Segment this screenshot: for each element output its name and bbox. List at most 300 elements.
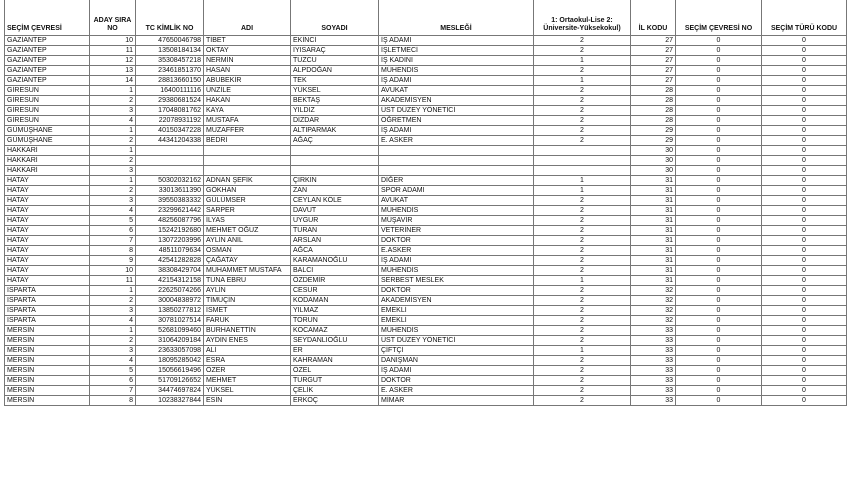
cell-aday-sira-no[interactable]: 2 — [90, 156, 136, 166]
cell-secim-turu-kodu[interactable]: 0 — [762, 276, 847, 286]
cell-aday-sira-no[interactable]: 2 — [90, 96, 136, 106]
cell-egitim[interactable]: 1 — [534, 186, 631, 196]
table-row[interactable] — [5, 296, 847, 306]
header-adi[interactable]: ADI — [204, 0, 291, 36]
cell-adi[interactable] — [204, 166, 291, 176]
cell-secim-cevresi-no[interactable]: 0 — [676, 226, 762, 236]
cell-secim-cevresi[interactable]: HATAY — [5, 256, 90, 266]
cell-secim-cevresi[interactable]: MERSİN — [5, 396, 90, 406]
cell-egitim[interactable]: 2 — [534, 316, 631, 326]
table-row[interactable] — [5, 306, 847, 316]
cell-secim-turu-kodu[interactable]: 0 — [762, 356, 847, 366]
cell-secim-cevresi-no[interactable]: 0 — [676, 56, 762, 66]
cell-adi[interactable]: ÇAĞATAY — [204, 256, 291, 266]
cell-secim-cevresi[interactable]: MERSİN — [5, 326, 90, 336]
cell-tc-kimlik-no[interactable]: 13850277812 — [136, 306, 204, 316]
cell-adi[interactable]: BURHANETTİN — [204, 326, 291, 336]
cell-meslegi[interactable]: MÜŞAVİR — [379, 216, 534, 226]
cell-egitim[interactable]: 2 — [534, 396, 631, 406]
cell-secim-cevresi-no[interactable]: 0 — [676, 66, 762, 76]
cell-secim-turu-kodu[interactable]: 0 — [762, 296, 847, 306]
cell-aday-sira-no[interactable]: 2 — [90, 186, 136, 196]
cell-aday-sira-no[interactable]: 3 — [90, 166, 136, 176]
cell-secim-cevresi-no[interactable]: 0 — [676, 146, 762, 156]
cell-secim-cevresi[interactable]: ISPARTA — [5, 286, 90, 296]
cell-soyadi[interactable]: ZAN — [291, 186, 379, 196]
cell-il-kodu[interactable]: 33 — [631, 376, 676, 386]
cell-tc-kimlik-no[interactable]: 13508184134 — [136, 46, 204, 56]
table-row[interactable] — [5, 66, 847, 76]
cell-il-kodu[interactable]: 31 — [631, 196, 676, 206]
cell-secim-cevresi[interactable]: HAKKARİ — [5, 146, 90, 156]
cell-il-kodu[interactable]: 31 — [631, 266, 676, 276]
cell-aday-sira-no[interactable]: 5 — [90, 216, 136, 226]
cell-aday-sira-no[interactable]: 3 — [90, 106, 136, 116]
cell-tc-kimlik-no[interactable]: 15056619496 — [136, 366, 204, 376]
cell-secim-cevresi[interactable]: GÜMÜŞHANE — [5, 126, 90, 136]
cell-meslegi[interactable]: E. ASKER — [379, 386, 534, 396]
table-row[interactable] — [5, 186, 847, 196]
cell-soyadi[interactable]: EKİNCİ — [291, 36, 379, 46]
cell-egitim[interactable]: 2 — [534, 376, 631, 386]
cell-secim-cevresi-no[interactable]: 0 — [676, 206, 762, 216]
cell-tc-kimlik-no[interactable] — [136, 166, 204, 176]
table-row[interactable] — [5, 336, 847, 346]
cell-tc-kimlik-no[interactable]: 51709126652 — [136, 376, 204, 386]
cell-egitim[interactable]: 1 — [534, 56, 631, 66]
cell-il-kodu[interactable]: 31 — [631, 176, 676, 186]
cell-secim-cevresi[interactable]: GİRESUN — [5, 86, 90, 96]
cell-adi[interactable]: OKTAY — [204, 46, 291, 56]
cell-secim-turu-kodu[interactable]: 0 — [762, 366, 847, 376]
cell-secim-turu-kodu[interactable]: 0 — [762, 36, 847, 46]
cell-aday-sira-no[interactable]: 10 — [90, 36, 136, 46]
header-secim-turu-kodu[interactable]: SEÇİM TÜRÜ KODU — [762, 0, 847, 36]
cell-secim-turu-kodu[interactable]: 0 — [762, 236, 847, 246]
cell-il-kodu[interactable]: 29 — [631, 126, 676, 136]
cell-il-kodu[interactable]: 31 — [631, 276, 676, 286]
cell-il-kodu[interactable]: 31 — [631, 186, 676, 196]
cell-il-kodu[interactable]: 28 — [631, 86, 676, 96]
cell-egitim[interactable]: 2 — [534, 66, 631, 76]
cell-aday-sira-no[interactable]: 2 — [90, 136, 136, 146]
cell-secim-turu-kodu[interactable]: 0 — [762, 116, 847, 126]
cell-tc-kimlik-no[interactable]: 30004838972 — [136, 296, 204, 306]
cell-meslegi[interactable]: MİMAR — [379, 396, 534, 406]
cell-soyadi[interactable]: KAHRAMAN — [291, 356, 379, 366]
cell-meslegi[interactable] — [379, 146, 534, 156]
cell-il-kodu[interactable]: 33 — [631, 366, 676, 376]
cell-egitim[interactable]: 2 — [534, 136, 631, 146]
cell-secim-cevresi[interactable]: HATAY — [5, 176, 90, 186]
cell-tc-kimlik-no[interactable]: 29380681524 — [136, 96, 204, 106]
cell-secim-cevresi-no[interactable]: 0 — [676, 276, 762, 286]
cell-tc-kimlik-no[interactable]: 48256087796 — [136, 216, 204, 226]
cell-adi[interactable]: HAKAN — [204, 96, 291, 106]
cell-secim-turu-kodu[interactable]: 0 — [762, 386, 847, 396]
cell-egitim[interactable] — [534, 146, 631, 156]
cell-adi[interactable] — [204, 156, 291, 166]
cell-aday-sira-no[interactable]: 1 — [90, 86, 136, 96]
table-row[interactable] — [5, 96, 847, 106]
cell-tc-kimlik-no[interactable]: 18095285042 — [136, 356, 204, 366]
cell-soyadi[interactable]: ÖZDEMİR — [291, 276, 379, 286]
cell-secim-cevresi-no[interactable]: 0 — [676, 316, 762, 326]
cell-aday-sira-no[interactable]: 1 — [90, 146, 136, 156]
header-secim-cevresi-no[interactable]: SEÇİM ÇEVRESİ NO — [676, 0, 762, 36]
table-row[interactable] — [5, 266, 847, 276]
cell-il-kodu[interactable]: 27 — [631, 56, 676, 66]
header-il-kodu[interactable]: İL KODU — [631, 0, 676, 36]
table-row[interactable] — [5, 136, 847, 146]
table-row[interactable] — [5, 146, 847, 156]
cell-secim-cevresi[interactable]: HATAY — [5, 216, 90, 226]
cell-tc-kimlik-no[interactable]: 23633057098 — [136, 346, 204, 356]
cell-aday-sira-no[interactable]: 8 — [90, 396, 136, 406]
cell-secim-cevresi-no[interactable]: 0 — [676, 196, 762, 206]
cell-tc-kimlik-no[interactable]: 50302032162 — [136, 176, 204, 186]
cell-soyadi[interactable] — [291, 156, 379, 166]
cell-secim-cevresi[interactable]: HATAY — [5, 206, 90, 216]
cell-egitim[interactable] — [534, 166, 631, 176]
cell-secim-turu-kodu[interactable]: 0 — [762, 176, 847, 186]
cell-il-kodu[interactable]: 32 — [631, 296, 676, 306]
cell-adi[interactable]: BEDRİ — [204, 136, 291, 146]
cell-secim-cevresi[interactable]: HATAY — [5, 186, 90, 196]
cell-meslegi[interactable] — [379, 166, 534, 176]
table-row[interactable] — [5, 166, 847, 176]
cell-soyadi[interactable]: ÇIRKIN — [291, 176, 379, 186]
cell-egitim[interactable]: 2 — [534, 96, 631, 106]
cell-secim-turu-kodu[interactable]: 0 — [762, 126, 847, 136]
cell-secim-turu-kodu[interactable]: 0 — [762, 256, 847, 266]
cell-adi[interactable]: FARUK — [204, 316, 291, 326]
cell-secim-cevresi-no[interactable]: 0 — [676, 46, 762, 56]
cell-adi[interactable]: MUZAFFER — [204, 126, 291, 136]
cell-adi[interactable]: MEHMET OĞUZ — [204, 226, 291, 236]
cell-aday-sira-no[interactable]: 4 — [90, 116, 136, 126]
cell-soyadi[interactable]: IYISARAÇ — [291, 46, 379, 56]
table-row[interactable] — [5, 316, 847, 326]
cell-tc-kimlik-no[interactable]: 23299621442 — [136, 206, 204, 216]
table-row[interactable] — [5, 176, 847, 186]
cell-il-kodu[interactable]: 33 — [631, 346, 676, 356]
table-row[interactable] — [5, 396, 847, 406]
table-row[interactable] — [5, 236, 847, 246]
cell-secim-turu-kodu[interactable]: 0 — [762, 66, 847, 76]
table-row[interactable] — [5, 276, 847, 286]
cell-adi[interactable]: TUNA EBRU — [204, 276, 291, 286]
cell-secim-cevresi[interactable]: MERSİN — [5, 356, 90, 366]
cell-aday-sira-no[interactable]: 13 — [90, 66, 136, 76]
cell-egitim[interactable]: 2 — [534, 236, 631, 246]
cell-secim-cevresi[interactable]: GÜMÜŞHANE — [5, 136, 90, 146]
cell-aday-sira-no[interactable]: 11 — [90, 276, 136, 286]
cell-secim-cevresi-no[interactable]: 0 — [676, 256, 762, 266]
cell-adi[interactable]: ÜNZİLE — [204, 86, 291, 96]
cell-egitim[interactable]: 2 — [534, 86, 631, 96]
cell-adi[interactable]: NERMİN — [204, 56, 291, 66]
cell-egitim[interactable]: 2 — [534, 306, 631, 316]
cell-soyadi[interactable]: ARSLAN — [291, 236, 379, 246]
cell-secim-cevresi-no[interactable]: 0 — [676, 216, 762, 226]
cell-secim-cevresi[interactable]: HATAY — [5, 196, 90, 206]
cell-adi[interactable]: GÖKHAN — [204, 186, 291, 196]
cell-tc-kimlik-no[interactable]: 10238327844 — [136, 396, 204, 406]
cell-secim-cevresi[interactable]: ISPARTA — [5, 296, 90, 306]
cell-meslegi[interactable]: MÜHENDİS — [379, 66, 534, 76]
cell-il-kodu[interactable]: 31 — [631, 216, 676, 226]
cell-il-kodu[interactable]: 33 — [631, 326, 676, 336]
header-tc-kimlik-no[interactable]: TC KİMLİK NO — [136, 0, 204, 36]
cell-secim-cevresi-no[interactable]: 0 — [676, 106, 762, 116]
cell-adi[interactable] — [204, 146, 291, 156]
cell-tc-kimlik-no[interactable]: 35308457218 — [136, 56, 204, 66]
cell-secim-cevresi-no[interactable]: 0 — [676, 296, 762, 306]
cell-soyadi[interactable]: ÇELİK — [291, 386, 379, 396]
table-row[interactable] — [5, 206, 847, 216]
cell-secim-turu-kodu[interactable]: 0 — [762, 346, 847, 356]
cell-soyadi[interactable]: ÖZEL — [291, 366, 379, 376]
cell-adi[interactable]: GÜLÜMSER — [204, 196, 291, 206]
header-secim-cevresi[interactable]: SEÇİM ÇEVRESİ — [5, 0, 90, 36]
cell-tc-kimlik-no[interactable]: 42154312158 — [136, 276, 204, 286]
cell-secim-cevresi-no[interactable]: 0 — [676, 386, 762, 396]
cell-secim-cevresi-no[interactable]: 0 — [676, 246, 762, 256]
cell-egitim[interactable]: 1 — [534, 76, 631, 86]
cell-secim-turu-kodu[interactable]: 0 — [762, 336, 847, 346]
cell-il-kodu[interactable]: 31 — [631, 226, 676, 236]
cell-secim-cevresi[interactable]: MERSİN — [5, 366, 90, 376]
cell-egitim[interactable]: 2 — [534, 206, 631, 216]
header-meslegi[interactable]: MESLEĞİ — [379, 0, 534, 36]
cell-secim-cevresi-no[interactable]: 0 — [676, 136, 762, 146]
cell-tc-kimlik-no[interactable]: 47650046798 — [136, 36, 204, 46]
cell-egitim[interactable]: 2 — [534, 256, 631, 266]
cell-secim-turu-kodu[interactable]: 0 — [762, 396, 847, 406]
cell-il-kodu[interactable]: 27 — [631, 66, 676, 76]
cell-secim-turu-kodu[interactable]: 0 — [762, 76, 847, 86]
cell-secim-cevresi-no[interactable]: 0 — [676, 376, 762, 386]
cell-soyadi[interactable]: ALPDOĞAN — [291, 66, 379, 76]
cell-tc-kimlik-no[interactable]: 33013611390 — [136, 186, 204, 196]
cell-aday-sira-no[interactable]: 5 — [90, 366, 136, 376]
cell-il-kodu[interactable]: 32 — [631, 286, 676, 296]
cell-egitim[interactable]: 2 — [534, 356, 631, 366]
cell-secim-turu-kodu[interactable]: 0 — [762, 106, 847, 116]
cell-meslegi[interactable]: ÜST DÜZEY YÖNETİCİ — [379, 106, 534, 116]
cell-secim-cevresi[interactable]: GAZİANTEP — [5, 46, 90, 56]
cell-egitim[interactable]: 1 — [534, 176, 631, 186]
cell-il-kodu[interactable]: 27 — [631, 46, 676, 56]
cell-soyadi[interactable]: YÜKSEL — [291, 86, 379, 96]
cell-egitim[interactable]: 2 — [534, 336, 631, 346]
cell-secim-cevresi[interactable]: HAKKARİ — [5, 156, 90, 166]
cell-meslegi[interactable]: İŞ ADAMI — [379, 366, 534, 376]
cell-adi[interactable]: ALİ — [204, 346, 291, 356]
cell-secim-turu-kodu[interactable]: 0 — [762, 196, 847, 206]
cell-aday-sira-no[interactable]: 1 — [90, 126, 136, 136]
cell-il-kodu[interactable]: 30 — [631, 146, 676, 156]
cell-secim-cevresi[interactable]: HATAY — [5, 246, 90, 256]
cell-tc-kimlik-no[interactable]: 22078931192 — [136, 116, 204, 126]
cell-il-kodu[interactable]: 28 — [631, 106, 676, 116]
cell-secim-cevresi-no[interactable]: 0 — [676, 176, 762, 186]
cell-tc-kimlik-no[interactable]: 38308429704 — [136, 266, 204, 276]
cell-secim-cevresi[interactable]: MERSİN — [5, 376, 90, 386]
cell-il-kodu[interactable]: 28 — [631, 96, 676, 106]
cell-secim-turu-kodu[interactable]: 0 — [762, 286, 847, 296]
cell-tc-kimlik-no[interactable]: 16400111116 — [136, 86, 204, 96]
cell-secim-turu-kodu[interactable]: 0 — [762, 166, 847, 176]
cell-adi[interactable]: AYDIN ENES — [204, 336, 291, 346]
cell-tc-kimlik-no[interactable] — [136, 146, 204, 156]
cell-secim-cevresi[interactable]: GAZİANTEP — [5, 56, 90, 66]
table-row[interactable] — [5, 246, 847, 256]
cell-tc-kimlik-no[interactable]: 23461851370 — [136, 66, 204, 76]
cell-adi[interactable]: ADNAN ŞEFİK — [204, 176, 291, 186]
cell-egitim[interactable]: 1 — [534, 346, 631, 356]
cell-soyadi[interactable]: CESUR — [291, 286, 379, 296]
cell-secim-turu-kodu[interactable]: 0 — [762, 306, 847, 316]
cell-soyadi[interactable]: YILDIZ — [291, 106, 379, 116]
cell-meslegi[interactable]: SPOR ADAMI — [379, 186, 534, 196]
cell-secim-cevresi-no[interactable]: 0 — [676, 126, 762, 136]
cell-secim-turu-kodu[interactable]: 0 — [762, 266, 847, 276]
table-row[interactable] — [5, 56, 847, 66]
cell-secim-turu-kodu[interactable]: 0 — [762, 146, 847, 156]
cell-meslegi[interactable]: İŞ KADINI — [379, 56, 534, 66]
table-row[interactable] — [5, 196, 847, 206]
cell-secim-cevresi-no[interactable]: 0 — [676, 116, 762, 126]
cell-tc-kimlik-no[interactable] — [136, 156, 204, 166]
cell-aday-sira-no[interactable]: 11 — [90, 46, 136, 56]
cell-soyadi[interactable]: DİZDAR — [291, 116, 379, 126]
cell-egitim[interactable]: 2 — [534, 36, 631, 46]
cell-aday-sira-no[interactable]: 2 — [90, 336, 136, 346]
cell-secim-cevresi[interactable]: GAZİANTEP — [5, 76, 90, 86]
cell-secim-cevresi-no[interactable]: 0 — [676, 36, 762, 46]
cell-secim-cevresi[interactable]: HATAY — [5, 226, 90, 236]
cell-secim-cevresi-no[interactable]: 0 — [676, 236, 762, 246]
cell-egitim[interactable]: 2 — [534, 46, 631, 56]
cell-meslegi[interactable]: İŞLETMECİ — [379, 46, 534, 56]
cell-egitim[interactable]: 2 — [534, 386, 631, 396]
cell-il-kodu[interactable]: 31 — [631, 206, 676, 216]
cell-secim-cevresi-no[interactable]: 0 — [676, 326, 762, 336]
cell-secim-turu-kodu[interactable]: 0 — [762, 186, 847, 196]
cell-egitim[interactable]: 2 — [534, 266, 631, 276]
cell-adi[interactable]: ÖZER — [204, 366, 291, 376]
cell-adi[interactable]: İLYAS — [204, 216, 291, 226]
cell-egitim[interactable]: 2 — [534, 126, 631, 136]
cell-aday-sira-no[interactable]: 7 — [90, 236, 136, 246]
cell-meslegi[interactable]: DİĞER — [379, 176, 534, 186]
cell-secim-turu-kodu[interactable]: 0 — [762, 86, 847, 96]
cell-soyadi[interactable]: BALCI — [291, 266, 379, 276]
cell-meslegi[interactable]: DOKTOR — [379, 236, 534, 246]
cell-aday-sira-no[interactable]: 1 — [90, 176, 136, 186]
cell-meslegi[interactable]: EMEKLİ — [379, 306, 534, 316]
cell-adi[interactable]: AYLİN — [204, 286, 291, 296]
cell-aday-sira-no[interactable]: 6 — [90, 226, 136, 236]
cell-tc-kimlik-no[interactable]: 13072203996 — [136, 236, 204, 246]
cell-soyadi[interactable]: AĞCA — [291, 246, 379, 256]
cell-secim-cevresi-no[interactable]: 0 — [676, 286, 762, 296]
cell-aday-sira-no[interactable]: 7 — [90, 386, 136, 396]
cell-secim-cevresi-no[interactable]: 0 — [676, 396, 762, 406]
cell-tc-kimlik-no[interactable]: 22625074266 — [136, 286, 204, 296]
table-row[interactable] — [5, 286, 847, 296]
table-row[interactable] — [5, 36, 847, 46]
cell-egitim[interactable]: 2 — [534, 286, 631, 296]
cell-meslegi[interactable]: AKADEMİSYEN — [379, 296, 534, 306]
cell-secim-turu-kodu[interactable]: 0 — [762, 326, 847, 336]
cell-secim-cevresi-no[interactable]: 0 — [676, 336, 762, 346]
cell-secim-cevresi[interactable]: HATAY — [5, 266, 90, 276]
cell-egitim[interactable]: 2 — [534, 226, 631, 236]
cell-soyadi[interactable]: CEYLAN KÖLE — [291, 196, 379, 206]
cell-secim-cevresi[interactable]: ISPARTA — [5, 316, 90, 326]
cell-secim-turu-kodu[interactable]: 0 — [762, 216, 847, 226]
cell-il-kodu[interactable]: 31 — [631, 246, 676, 256]
cell-meslegi[interactable]: DOKTOR — [379, 286, 534, 296]
cell-secim-cevresi-no[interactable]: 0 — [676, 266, 762, 276]
cell-il-kodu[interactable]: 31 — [631, 256, 676, 266]
cell-aday-sira-no[interactable]: 4 — [90, 316, 136, 326]
cell-soyadi[interactable]: TURGUT — [291, 376, 379, 386]
cell-meslegi[interactable]: İŞ ADAMI — [379, 256, 534, 266]
table-row[interactable] — [5, 86, 847, 96]
cell-aday-sira-no[interactable]: 3 — [90, 346, 136, 356]
cell-tc-kimlik-no[interactable]: 48511079634 — [136, 246, 204, 256]
cell-secim-cevresi[interactable]: MERSİN — [5, 346, 90, 356]
cell-il-kodu[interactable]: 30 — [631, 156, 676, 166]
cell-meslegi[interactable]: AKADEMİSYEN — [379, 96, 534, 106]
cell-tc-kimlik-no[interactable]: 15242192680 — [136, 226, 204, 236]
cell-meslegi[interactable]: MÜHENDİS — [379, 206, 534, 216]
cell-secim-cevresi[interactable]: GİRESUN — [5, 96, 90, 106]
cell-soyadi[interactable]: TEK — [291, 76, 379, 86]
header-egitim[interactable]: 1: Ortaokul-Lise 2: Üniversite-Yüksekokul) — [534, 0, 631, 36]
cell-aday-sira-no[interactable]: 1 — [90, 286, 136, 296]
cell-secim-cevresi-no[interactable]: 0 — [676, 356, 762, 366]
cell-secim-turu-kodu[interactable]: 0 — [762, 46, 847, 56]
cell-meslegi[interactable]: EMEKLİ — [379, 316, 534, 326]
cell-secim-cevresi-no[interactable]: 0 — [676, 306, 762, 316]
table-row[interactable] — [5, 76, 847, 86]
table-row[interactable] — [5, 216, 847, 226]
cell-aday-sira-no[interactable]: 4 — [90, 206, 136, 216]
cell-egitim[interactable] — [534, 156, 631, 166]
table-row[interactable] — [5, 46, 847, 56]
cell-secim-cevresi-no[interactable]: 0 — [676, 86, 762, 96]
cell-secim-cevresi-no[interactable]: 0 — [676, 76, 762, 86]
cell-secim-cevresi[interactable]: ISPARTA — [5, 306, 90, 316]
cell-adi[interactable]: YÜKSEL — [204, 386, 291, 396]
cell-egitim[interactable]: 1 — [534, 276, 631, 286]
cell-meslegi[interactable]: SERBEST MESLEK — [379, 276, 534, 286]
cell-egitim[interactable]: 2 — [534, 106, 631, 116]
cell-adi[interactable]: SARPER — [204, 206, 291, 216]
cell-tc-kimlik-no[interactable]: 31064209184 — [136, 336, 204, 346]
cell-meslegi[interactable]: İŞ ADAMI — [379, 36, 534, 46]
cell-adi[interactable]: TİMUÇİN — [204, 296, 291, 306]
table-row[interactable] — [5, 106, 847, 116]
cell-adi[interactable]: TİBET — [204, 36, 291, 46]
table-row[interactable] — [5, 366, 847, 376]
cell-meslegi[interactable]: E.ASKER — [379, 246, 534, 256]
